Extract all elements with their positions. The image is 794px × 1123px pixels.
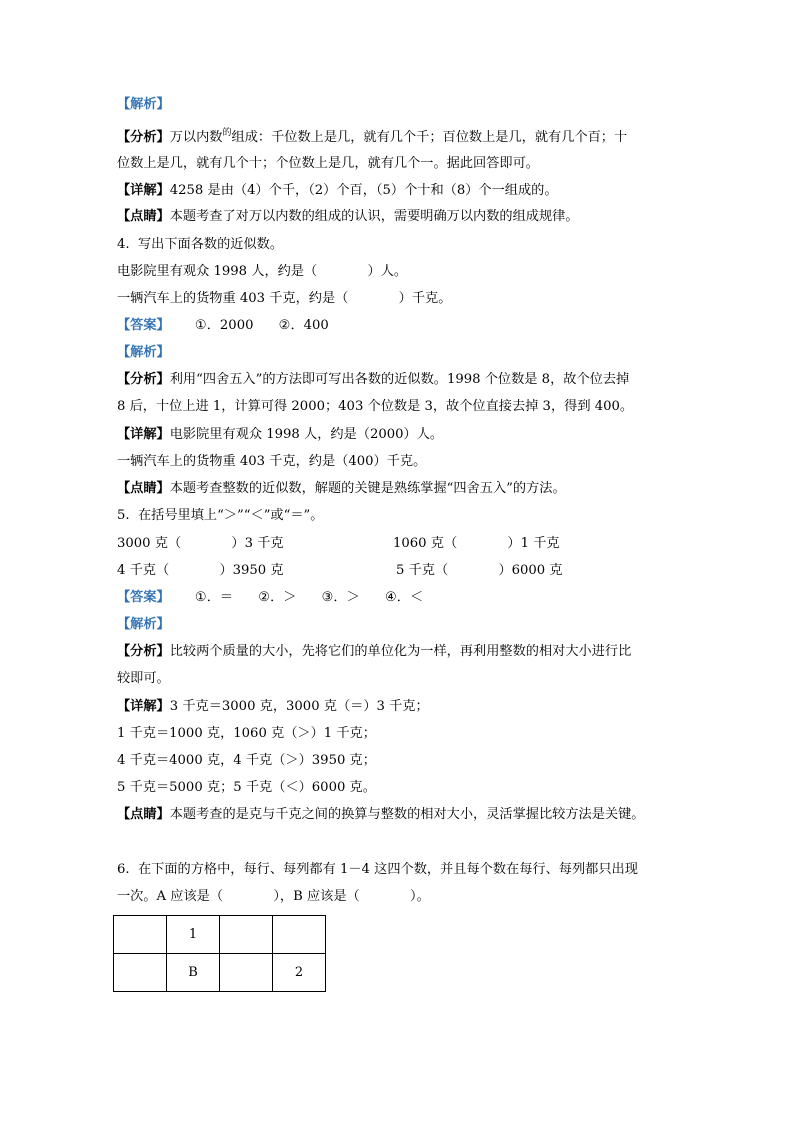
question-6-cont: 一次。A 应该是（ ），B 应该是（ ）。 — [117, 889, 430, 904]
fenxi-paragraph-5: 【分析】比较两个质量的大小，先将它们的单位化为一样，再利用整数的相对大小进行比 — [117, 644, 632, 659]
fenxi-paragraph-3-cont: 位数上是几，就有几个十；个位数上是几，就有几个一。据此回答即可。 — [117, 156, 539, 171]
xiangjie-paragraph-4: 【详解】电影院里有观众 1998 人，约是（2000）人。 — [117, 427, 444, 442]
q5-item-1: 3000 克（ ）3 千克 — [117, 536, 284, 551]
grid-cell — [273, 916, 326, 954]
fenxi-paragraph-4-cont: 8 后，十位上进 1，计算可得 2000；403 个位数是 3，故个位直接去掉 3，得到 400。 — [117, 399, 634, 414]
grid-cell: 2 — [273, 954, 326, 992]
number-grid — [113, 915, 326, 992]
grid-cell — [220, 954, 273, 992]
jiexi-heading-3: 【解析】 — [117, 97, 170, 112]
grid-cell — [114, 954, 167, 992]
grid-cell: 1 — [167, 916, 220, 954]
xiangjie-paragraph-5-c: 4 千克＝4000 克，4 千克（＞）3950 克； — [117, 753, 376, 768]
question-4-part-b: 一辆汽车上的货物重 403 千克，约是（ ）千克。 — [117, 291, 452, 306]
q5-item-3: 4 千克（ ）3950 克 — [117, 563, 284, 578]
q5-item-2: 1060 克（ ）1 千克 — [393, 536, 560, 551]
dianjing-paragraph-4: 【点睛】本题考查整数的近似数，解题的关键是熟练掌握“四舍五入”的方法。 — [117, 481, 566, 496]
xiangjie-paragraph-4-b: 一辆汽车上的货物重 403 千克，约是（400）千克。 — [117, 454, 427, 469]
question-4-part-a: 电影院里有观众 1998 人，约是（ ）人。 — [117, 264, 408, 279]
grid-cell — [220, 916, 273, 954]
fenxi-paragraph-5-cont: 较即可。 — [117, 671, 170, 686]
question-5: 5. 在括号里填上“＞”“＜”或“＝”。 — [117, 508, 324, 523]
grid-row — [114, 954, 326, 992]
fenxi-paragraph-4: 【分析】利用“四舍五入”的方法即可写出各数的近似数。1998 个位数是 8，故个位去掉 — [117, 372, 630, 387]
xiangjie-paragraph-3: 【详解】4258 是由（4）个千，（2）个百，（5）个十和（8）个一组成的。 — [117, 183, 558, 198]
question-4: 4. 写出下面各数的近似数。 — [117, 237, 284, 252]
grid-cell: B — [167, 954, 220, 992]
dianjing-paragraph-3: 【点睛】本题考查了对万以内数的组成的认识，需要明确万以内数的组成规律。 — [117, 209, 579, 224]
answer-5: 【答案】 ①．＝ ②．＞ ③．＞ ④．＜ — [117, 590, 424, 605]
q5-item-4: 5 千克（ ）6000 克 — [396, 563, 563, 578]
grid-cell — [114, 916, 167, 954]
question-6: 6. 在下面的方格中，每行、每列都有 1－4 这四个数，并且每个数在每行、每列都只出现 — [117, 862, 638, 877]
answer-4: 【答案】 ①．2000 ②．400 — [117, 318, 329, 333]
fenxi-paragraph-3: 【分析】万以内数$^的$组成：千位数上是几，就有几个千；百位数上是几，就有几个百；十 — [117, 128, 628, 145]
jiexi-heading-5: 【解析】 — [117, 617, 170, 632]
xiangjie-paragraph-5: 【详解】3 千克＝3000 克，3000 克（＝）3 千克； — [117, 699, 429, 714]
grid-row — [114, 916, 326, 954]
dianjing-paragraph-5: 【点睛】本题考查的是克与千克之间的换算与整数的相对大小，灵活掌握比较方法是关键。 — [117, 807, 645, 822]
xiangjie-paragraph-5-b: 1 千克＝1000 克，1060 克（＞）1 千克； — [117, 726, 376, 741]
xiangjie-paragraph-5-d: 5 千克＝5000 克；5 千克（＜）6000 克。 — [117, 780, 376, 795]
jiexi-heading-4: 【解析】 — [117, 345, 170, 360]
